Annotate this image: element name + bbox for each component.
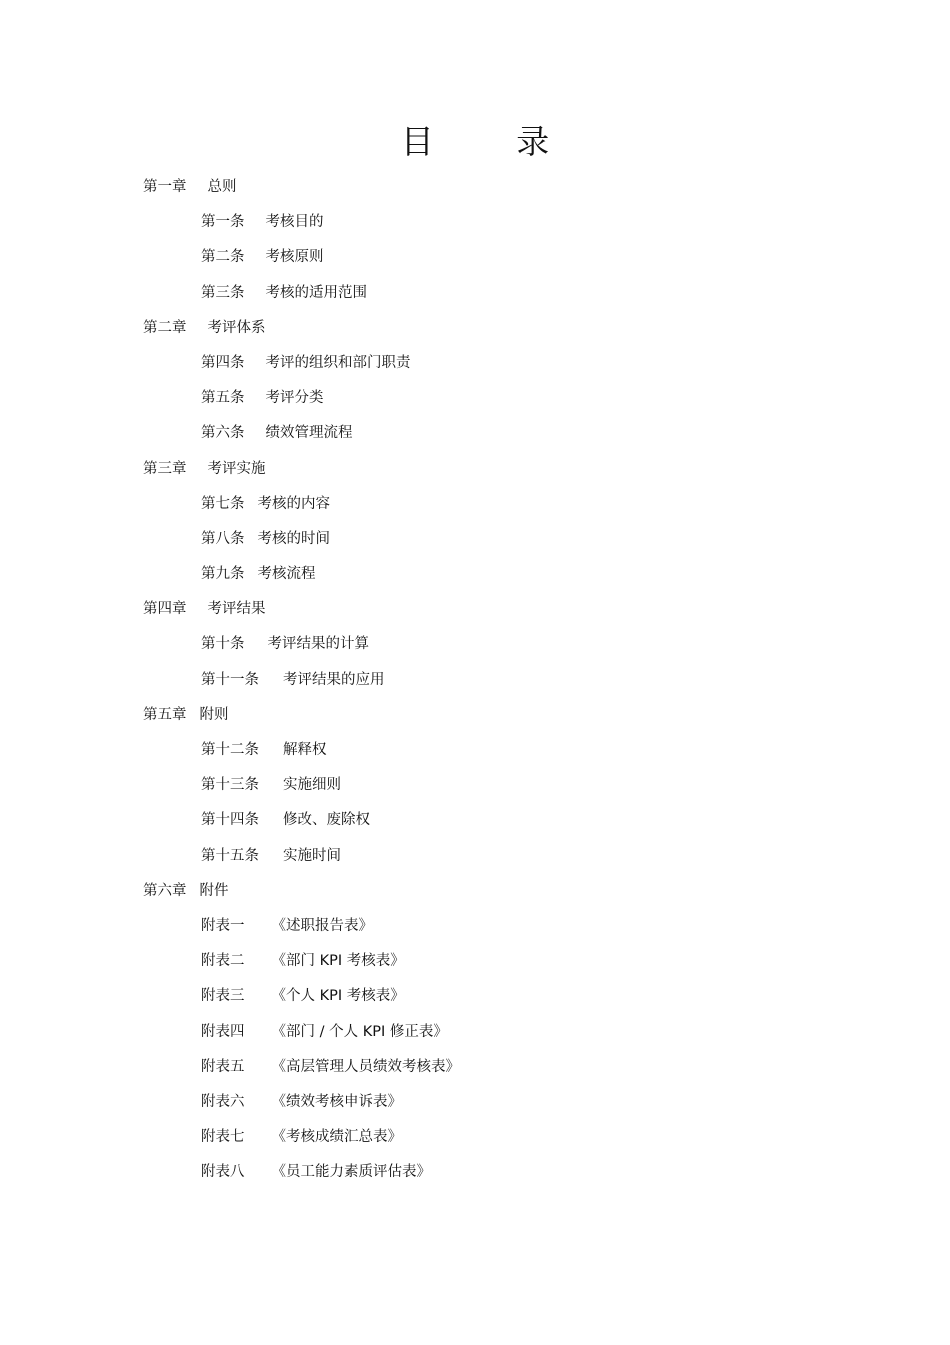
toc-entry [0,1125,950,1160]
toc-entry [0,1055,950,1090]
toc-entry-title: 附件 [199,882,229,899]
toc-entry-title: 总则 [207,179,237,195]
toc-entry-title: 考核的时间 [257,530,330,547]
toc-chapter [0,703,950,738]
toc-entry-number: 第十一条 [201,671,259,688]
toc-entry [0,773,950,808]
toc-entry-number: 附表一 [201,917,245,934]
toc-entry [0,949,950,984]
toc-entry [0,844,950,879]
toc-entry-number: 第五条 [201,390,245,407]
toc-entry-number: 第三条 [201,284,245,301]
toc-chapter [0,175,950,210]
toc-entry [0,914,950,949]
toc-entry-number: 第八条 [201,530,245,547]
toc-entry-title: 《个人 KPI 考核表》 [271,988,405,1005]
toc-entry [0,562,950,597]
toc-entry-title: 附则 [199,706,229,723]
toc-entry-title: 《述职报告表》 [271,917,373,934]
toc-entry [0,1090,950,1125]
toc-entry-number: 第五章 [143,706,187,723]
toc-entry [0,984,950,1019]
toc-entry [0,632,950,667]
toc-entry-number: 附表三 [201,988,245,1005]
toc-entry-title: 考核的适用范围 [265,284,367,301]
toc-entry-number: 第十四条 [201,812,259,829]
toc-chapter [0,879,950,914]
toc-entry [0,492,950,527]
table-of-contents [0,175,950,1195]
toc-entry-title: 《部门 KPI 考核表》 [271,953,405,970]
toc-entry-title: 考核的内容 [257,495,330,512]
toc-entry [0,1020,950,1055]
toc-chapter [0,457,950,492]
toc-chapter [0,316,950,351]
toc-entry-number: 第十二条 [201,742,259,758]
toc-entry-title: 考核原则 [265,249,324,266]
toc-entry-number: 附表二 [201,953,245,970]
toc-entry-number: 第一章 [143,179,187,195]
toc-entry [0,668,950,703]
toc-entry-title: 考核目的 [265,214,324,231]
toc-entry-number: 第二条 [201,249,245,266]
toc-entry-title: 《高层管理人员绩效考核表》 [271,1058,460,1075]
toc-entry-title: 考核流程 [257,566,316,583]
toc-entry [0,1160,950,1195]
toc-entry-title: 考评体系 [207,319,266,336]
toc-entry-number: 附表七 [201,1129,245,1146]
toc-entry-title: 实施细则 [283,777,341,794]
toc-entry-number: 第一条 [201,214,245,231]
toc-entry-number: 第七条 [201,495,245,512]
toc-entry-number: 第九条 [201,566,245,583]
toc-entry [0,421,950,456]
toc-entry-number: 附表四 [201,1023,245,1040]
toc-entry [0,527,950,562]
toc-entry-title: 考评结果的计算 [267,636,369,653]
toc-entry-number: 第三章 [143,460,187,477]
toc-entry-title: 绩效管理流程 [265,425,353,442]
toc-title: 目 录 [400,122,586,161]
toc-entry-number: 第六章 [143,882,187,899]
toc-entry [0,386,950,421]
toc-entry-title: 考评的组织和部门职责 [265,354,411,371]
toc-entry-number: 第十五条 [201,847,259,864]
toc-entry [0,351,950,386]
toc-entry [0,281,950,316]
toc-chapter [0,597,950,632]
toc-entry-number: 第二章 [143,319,187,336]
toc-entry-title: 考评结果 [207,601,266,618]
toc-entry-number: 第四条 [201,354,245,371]
toc-entry [0,808,950,843]
toc-entry-number: 附表五 [201,1058,245,1075]
toc-entry-number: 附表六 [201,1093,245,1110]
toc-entry-number: 第十条 [201,636,245,653]
toc-entry [0,738,950,773]
toc-entry-title: 解释权 [283,742,327,758]
toc-entry-title: 《考核成绩汇总表》 [271,1129,402,1146]
toc-entry-title: 《员工能力素质评估表》 [271,1164,431,1181]
toc-entry-number: 第四章 [143,601,187,618]
toc-entry [0,245,950,280]
toc-entry-title: 《绩效考核申诉表》 [271,1093,402,1110]
toc-entry-number: 附表八 [201,1164,245,1181]
toc-entry-title: 考评结果的应用 [283,671,385,688]
toc-entry [0,210,950,245]
toc-entry-title: 修改、废除权 [283,812,370,829]
toc-entry-title: 考评实施 [207,460,266,477]
toc-entry-title: 考评分类 [265,390,324,407]
toc-entry-title: 实施时间 [283,847,341,864]
toc-entry-number: 第十三条 [201,777,259,794]
toc-entry-title: 《部门 / 个人 KPI 修正表》 [271,1023,448,1040]
toc-entry-number: 第六条 [201,425,245,442]
